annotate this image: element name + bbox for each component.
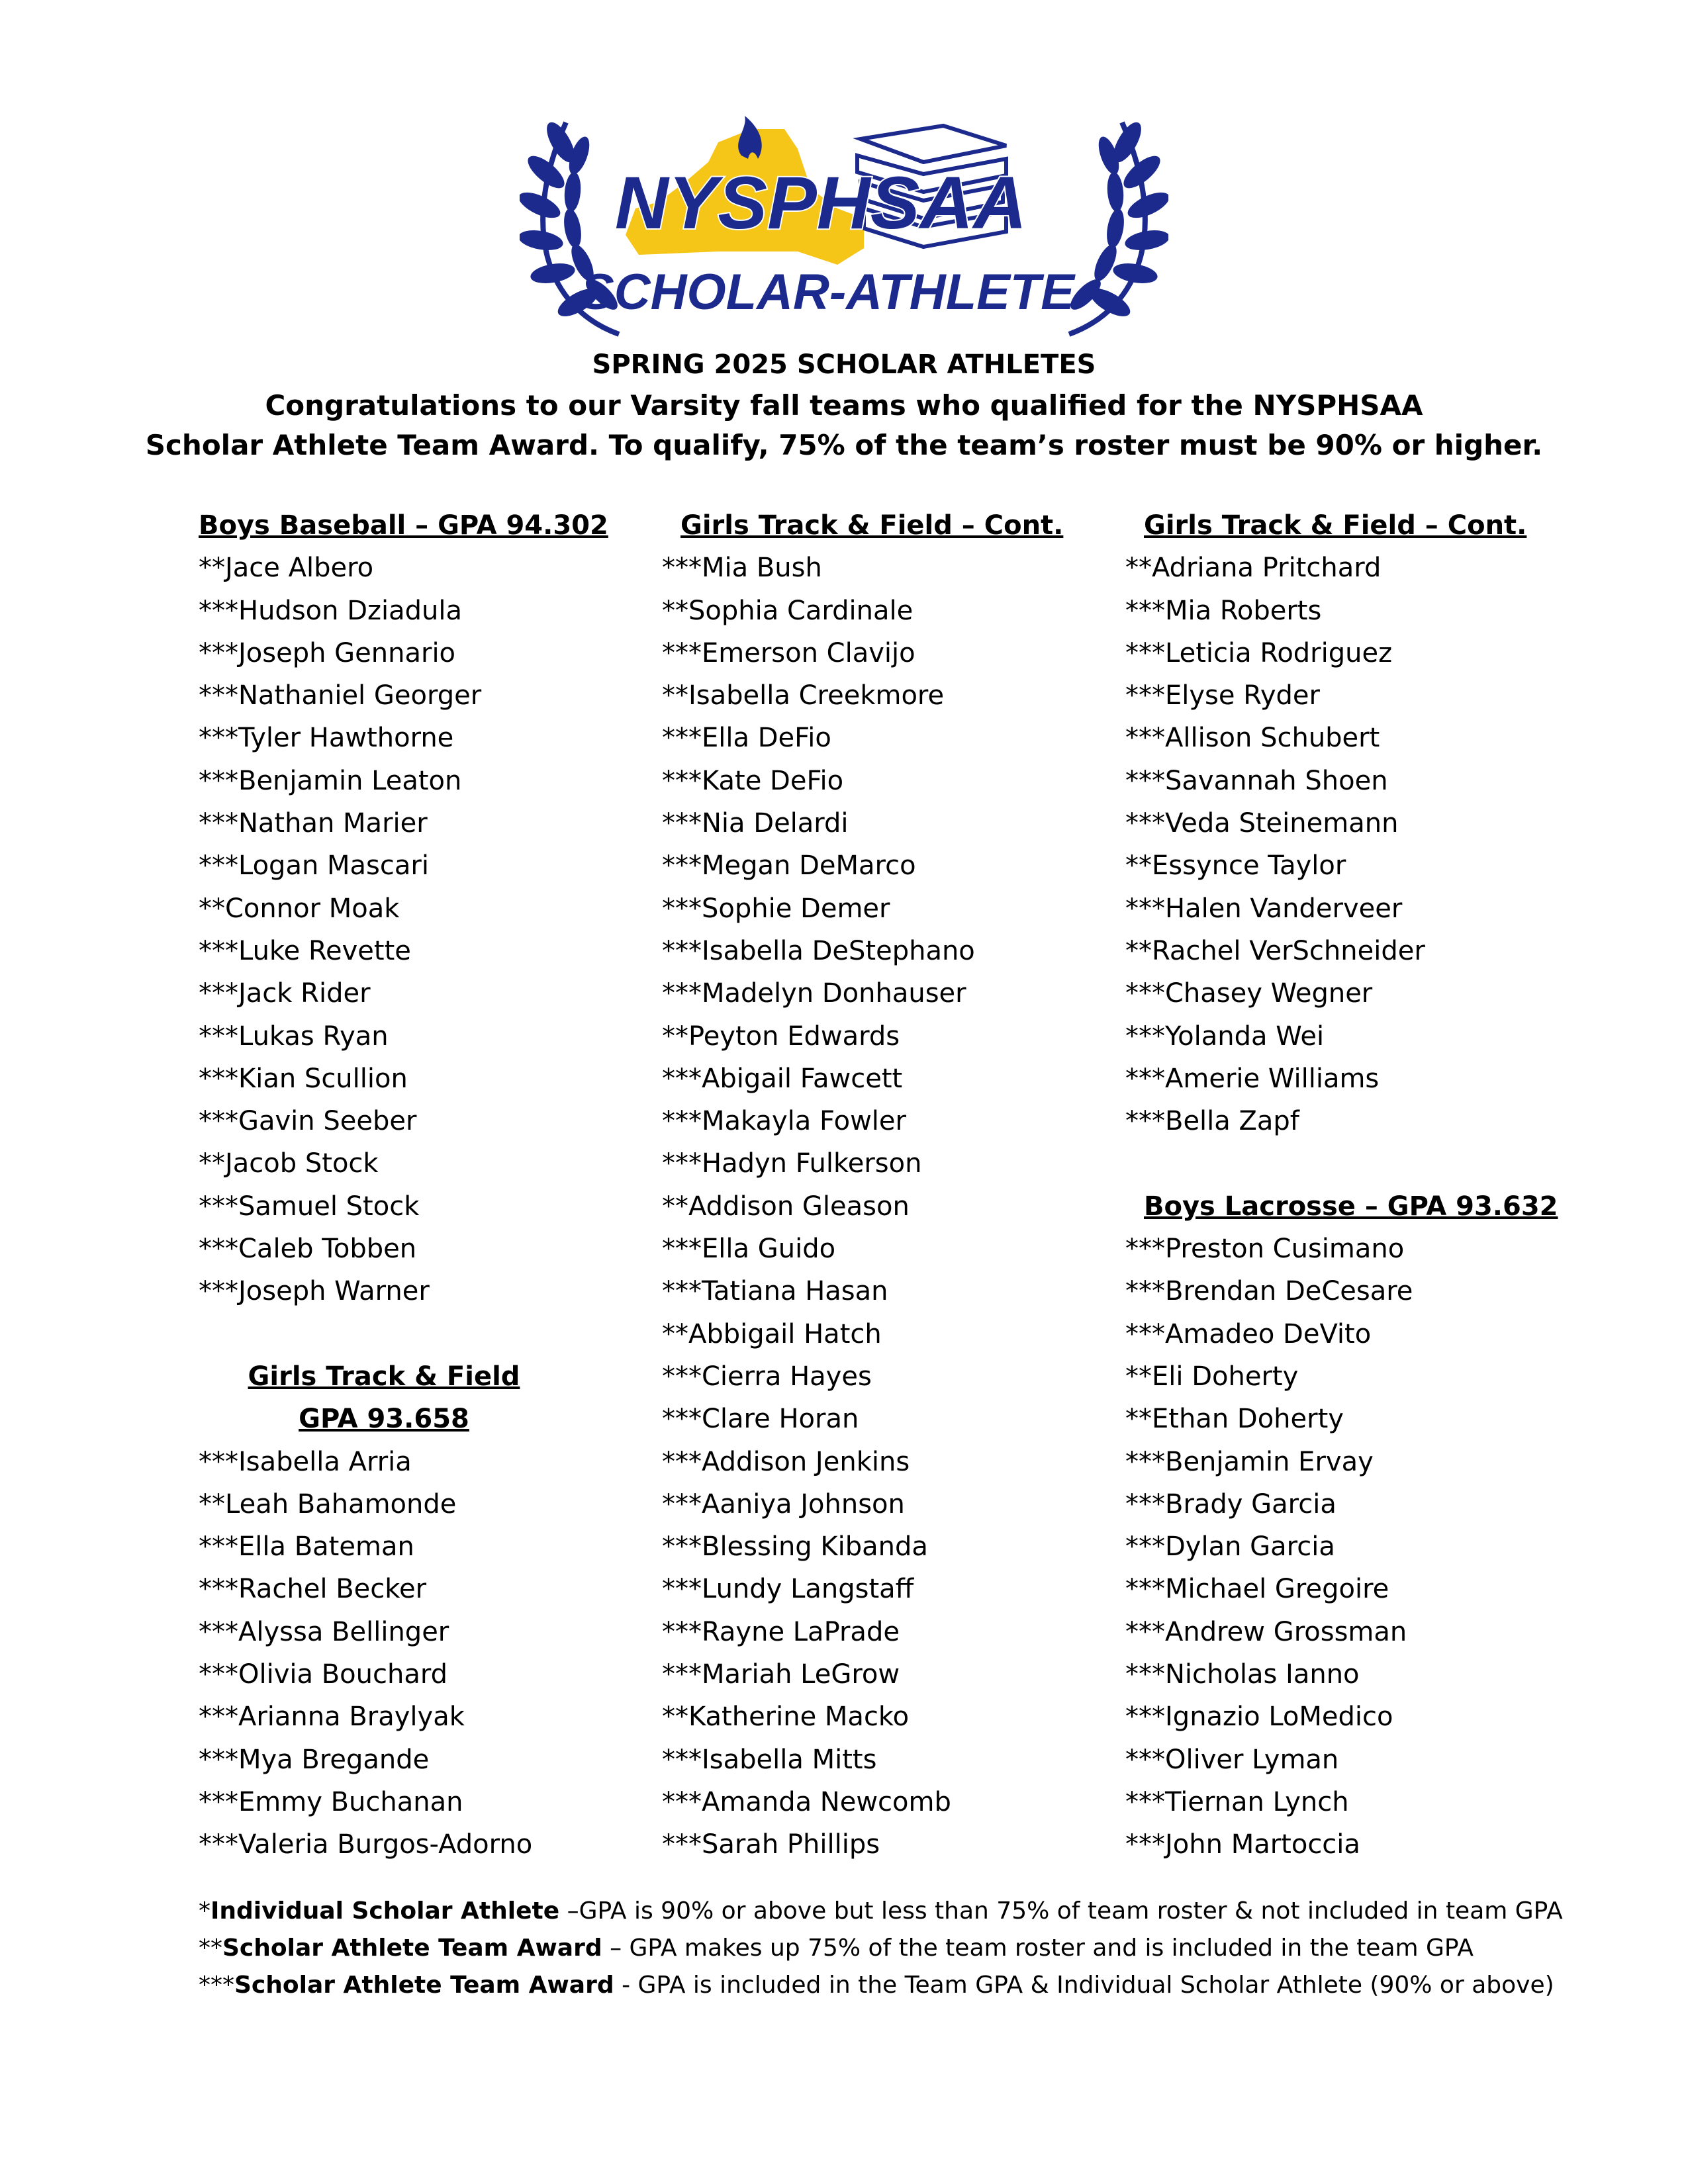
athlete-name: **Leah Bahamonde — [199, 1488, 457, 1520]
athlete-name: ***Sophie Demer — [662, 893, 890, 924]
athlete-name: ***Lundy Langstaff — [662, 1574, 914, 1605]
athlete-name: ***Joseph Warner — [199, 1276, 430, 1307]
athlete-name: ***Michael Gregoire — [1125, 1574, 1389, 1605]
athlete-name: **Katherine Macko — [662, 1702, 910, 1733]
column-1 — [199, 504, 608, 1866]
legend-term: Scholar Athlete Team Award — [234, 1972, 614, 1999]
athlete-name: ***Lukas Ryan — [199, 1021, 389, 1052]
section-heading-girls-track-cont-2: Girls Track & Field – Cont. — [1144, 510, 1527, 541]
section-heading-girls-track: Girls Track & Field — [248, 1361, 520, 1392]
athlete-name: ***Luke Revette — [199, 935, 411, 966]
legend-description: – GPA makes up 75% of the team roster and is included in the team GPA — [602, 1934, 1474, 1962]
logo-bottom-text: SCHOLAR-ATHLETE — [581, 264, 1074, 320]
section-heading-girls-track-gpa: GPA 93.658 — [299, 1404, 469, 1435]
athlete-name: ***Abigail Fawcett — [662, 1063, 903, 1094]
section-heading-boys-baseball: Boys Baseball – GPA 94.302 — [199, 510, 608, 541]
athlete-name: ***Oliver Lyman — [1125, 1744, 1339, 1775]
athlete-name: ***Ella Bateman — [199, 1531, 414, 1563]
legend-description: - GPA is included in the Team GPA & Individual Scholar Athlete (90% or above) — [614, 1972, 1554, 1999]
legend — [199, 1893, 1563, 2004]
intro-line-2: Scholar Athlete Team Award. To qualify, 75% of the team’s roster must be 90% or higher. — [145, 429, 1543, 461]
athlete-name: ***Madelyn Donhauser — [662, 978, 966, 1009]
athlete-name: ***Arianna Braylyak — [199, 1702, 465, 1733]
athlete-name: **Rachel VerSchneider — [1125, 935, 1425, 966]
athlete-name: ***Hadyn Fulkerson — [662, 1148, 922, 1179]
athlete-name: ***Tiernan Lynch — [1125, 1786, 1349, 1817]
athlete-name: ***Ignazio LoMedico — [1125, 1702, 1393, 1733]
legend-row — [199, 1930, 1563, 1967]
athlete-name: **Abbigail Hatch — [662, 1318, 882, 1349]
athlete-name: ***Alyssa Bellinger — [199, 1616, 449, 1647]
athlete-name: ***Brady Garcia — [1125, 1488, 1336, 1520]
athlete-name: ***Gavin Seeber — [199, 1106, 417, 1137]
athlete-name: ***Leticia Rodriguez — [1125, 637, 1393, 668]
boys-baseball-list — [199, 547, 569, 1312]
athlete-name: ***Isabella Arria — [199, 1446, 412, 1477]
athlete-name: ***Rayne LaPrade — [662, 1616, 900, 1647]
flame-icon — [738, 116, 762, 159]
athlete-name: ***Hudson Dziadula — [199, 595, 462, 626]
athlete-name: ***Clare Horan — [662, 1404, 859, 1435]
boys-lacrosse-list — [1125, 1228, 1496, 1866]
legend-row — [199, 1893, 1563, 1930]
legend-term: Individual Scholar Athlete — [211, 1897, 560, 1925]
athlete-name: ***Kian Scullion — [199, 1063, 408, 1094]
athlete-name: ***Isabella DeStephano — [662, 935, 975, 966]
athlete-name: ***Mia Bush — [662, 553, 822, 584]
athlete-name: ***Valeria Burgos-Adorno — [199, 1829, 533, 1860]
athlete-name: **Peyton Edwards — [662, 1021, 900, 1052]
legend-description: –GPA is 90% or above but less than 75% of team roster & not included in team GPA — [559, 1897, 1563, 1925]
athlete-name: ***Aaniya Johnson — [662, 1488, 905, 1520]
athlete-name: ***Chasey Wegner — [1125, 978, 1373, 1009]
athlete-name: ***Savannah Shoen — [1125, 765, 1388, 796]
athlete-name: **Essynce Taylor — [1125, 850, 1346, 882]
athlete-name: ***Makayla Fowler — [662, 1106, 906, 1137]
athlete-name: ***Andrew Grossman — [1125, 1616, 1407, 1647]
legend-mark: *** — [199, 1972, 234, 1999]
legend-row — [199, 1967, 1563, 2004]
athlete-name: ***Kate DeFio — [662, 765, 844, 796]
athlete-name: ***John Martoccia — [1125, 1829, 1360, 1860]
athlete-name: ***Emerson Clavijo — [662, 637, 915, 668]
athlete-name: ***Nathan Marier — [199, 808, 428, 839]
athlete-name: ***Halen Vanderveer — [1125, 893, 1403, 924]
athlete-name: ***Mya Bregande — [199, 1744, 430, 1775]
girls-track-cont-2-list — [1125, 547, 1496, 1142]
athlete-name: ***Joseph Gennario — [199, 637, 456, 668]
athlete-name: ***Amerie Williams — [1125, 1063, 1380, 1094]
athlete-name: ***Sarah Phillips — [662, 1829, 880, 1860]
legend-mark: ** — [199, 1934, 222, 1962]
athlete-name: **Addison Gleason — [662, 1191, 910, 1222]
athlete-name: ***Rachel Becker — [199, 1574, 427, 1605]
column-3 — [1125, 504, 1558, 1866]
athlete-name: ***Elyse Ryder — [1125, 680, 1320, 711]
girls-track-list — [199, 1441, 569, 1866]
athlete-name: ***Bella Zapf — [1125, 1106, 1299, 1137]
athlete-name: **Adriana Pritchard — [1125, 553, 1382, 584]
section-heading-boys-lacrosse: Boys Lacrosse – GPA 93.632 — [1144, 1191, 1558, 1222]
girls-track-cont-list — [662, 547, 1006, 1866]
athlete-name: **Sophia Cardinale — [662, 595, 914, 626]
athlete-name: ***Benjamin Leaton — [199, 765, 462, 796]
logo-top-text: NYSPHSAA — [614, 161, 1027, 244]
athlete-name: ***Tatiana Hasan — [662, 1276, 888, 1307]
athlete-name: ***Amadeo DeVito — [1125, 1318, 1372, 1349]
right-laurel-icon — [1066, 118, 1168, 334]
athlete-name: ***Nathaniel Georger — [199, 680, 482, 711]
athlete-name: ***Cierra Hayes — [662, 1361, 872, 1392]
athlete-name: ***Preston Cusimano — [1125, 1234, 1405, 1265]
athlete-name: ***Brendan DeCesare — [1125, 1276, 1413, 1307]
intro-line-1: Congratulations to our Varsity fall teams who qualified for the NYSPHSAA — [265, 389, 1423, 422]
athlete-name: **Jacob Stock — [199, 1148, 379, 1179]
athlete-name: ***Mia Roberts — [1125, 595, 1322, 626]
section-heading-girls-track-cont: Girls Track & Field – Cont. — [680, 510, 1064, 541]
athlete-name: ***Addison Jenkins — [662, 1446, 910, 1477]
athlete-name: ***Nia Delardi — [662, 808, 849, 839]
athlete-name: ***Jack Rider — [199, 978, 371, 1009]
athlete-name: ***Caleb Tobben — [199, 1234, 417, 1265]
athlete-name: ***Samuel Stock — [199, 1191, 420, 1222]
athlete-name: ***Nicholas Ianno — [1125, 1659, 1360, 1690]
legend-mark: * — [199, 1897, 211, 1925]
page-title: SPRING 2025 SCHOLAR ATHLETES — [592, 349, 1096, 380]
athlete-name: ***Mariah LeGrow — [662, 1659, 900, 1690]
athlete-name: ***Benjamin Ervay — [1125, 1446, 1374, 1477]
athlete-name: ***Ella Guido — [662, 1234, 836, 1265]
athlete-name: ***Olivia Bouchard — [199, 1659, 447, 1690]
athlete-name: ***Tyler Hawthorne — [199, 723, 454, 754]
athlete-name: ***Blessing Kibanda — [662, 1531, 928, 1563]
athlete-name: ***Yolanda Wei — [1125, 1021, 1325, 1052]
athlete-name: ***Allison Schubert — [1125, 723, 1380, 754]
nysphsaa-scholar-athlete-logo — [520, 109, 1168, 347]
athlete-name: ***Veda Steinemann — [1125, 808, 1399, 839]
athlete-name: ***Megan DeMarco — [662, 850, 916, 882]
athlete-name: ***Logan Mascari — [199, 850, 429, 882]
athlete-name: **Ethan Doherty — [1125, 1404, 1344, 1435]
athlete-name: **Connor Moak — [199, 893, 400, 924]
athlete-name: **Eli Doherty — [1125, 1361, 1299, 1392]
legend-term: Scholar Athlete Team Award — [222, 1934, 602, 1962]
athlete-name: ***Amanda Newcomb — [662, 1786, 951, 1817]
athlete-name: ***Emmy Buchanan — [199, 1786, 463, 1817]
column-2 — [662, 504, 1064, 1866]
athlete-name: ***Dylan Garcia — [1125, 1531, 1335, 1563]
athlete-name: **Jace Albero — [199, 553, 374, 584]
athlete-name: ***Ella DeFio — [662, 723, 831, 754]
athlete-name: ***Isabella Mitts — [662, 1744, 877, 1775]
athlete-name: **Isabella Creekmore — [662, 680, 945, 711]
